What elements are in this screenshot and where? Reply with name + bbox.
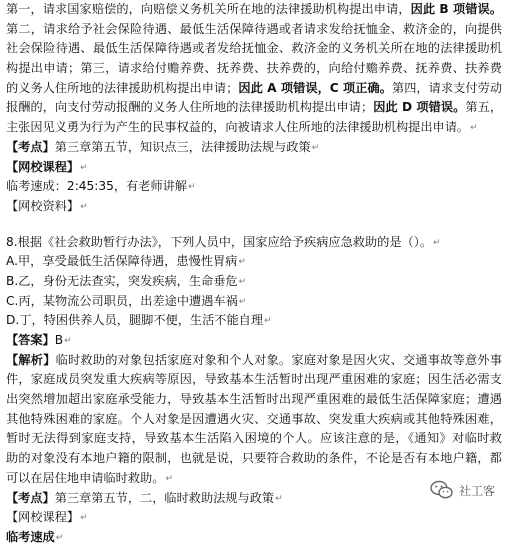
paragraph-mark-icon: ↵ — [470, 123, 478, 134]
text-line — [6, 272, 502, 292]
text-line — [6, 370, 502, 390]
text-line — [6, 252, 502, 272]
text-line — [6, 138, 502, 158]
text-run: 构提出申请；第三，请求给付赡养费、抚养费、扶养费的，向给付赡养费、抚养费、扶养费 — [6, 61, 502, 76]
text-run: 临考速成：2:45:35，有老师讲解 — [6, 179, 188, 194]
text-run: D.丁，特困供养人员，腿脚不便，生活不能自理 — [6, 313, 264, 328]
text-run: B.乙，身份无法查实，突发疾病，生命垂危 — [6, 273, 238, 288]
text-line — [6, 177, 502, 197]
paragraph-mark-icon: ↵ — [264, 316, 272, 327]
document-body — [6, 0, 502, 548]
text-run: 临时救助的对象包括家庭对象和个人对象。家庭对象是因火灾、交通事故等意外事 — [55, 352, 502, 367]
watermark-text: 社工客 — [458, 483, 495, 498]
paragraph-mark-icon: ↵ — [165, 473, 173, 484]
text-run: 出突然增加超出家庭承受能力，导致基本生活暂时出现严重困难的最低生活保障家庭；遭遇 — [6, 392, 502, 407]
text-line — [6, 410, 502, 430]
text-run: C.丙，某物流公司职员，出差途中遭遇车祸 — [6, 293, 238, 308]
text-line — [6, 292, 502, 312]
paragraph-mark-icon: ↵ — [238, 257, 246, 268]
bold-text-run: 【考点】 — [6, 490, 55, 505]
text-line — [6, 233, 502, 253]
text-run: 的义务人住所地的法律援助机构提出申请； — [6, 80, 239, 95]
text-line — [6, 351, 502, 371]
bold-text-run: 临考速成 — [6, 529, 55, 544]
text-line — [6, 158, 502, 178]
paragraph-mark-icon: ↵ — [275, 493, 283, 504]
text-run: 第一，请求国家赔偿的，向赔偿义务机关所在地的法律援助机构提出申请， — [6, 2, 411, 16]
text-run: 第三章第五节，二，临时救助法规与政策 — [54, 490, 275, 505]
text-run: 其他特殊困难的家庭。个人对象是因遭遇火灾、交通事故、突发重大疾病或其他特殊困难， — [6, 411, 502, 426]
paragraph-mark-icon: ↵ — [433, 237, 441, 248]
text-run: 【网校课程】 — [6, 510, 80, 525]
text-line — [6, 118, 502, 138]
text-run: 8.根据《社会救助暂行办法》，下列人员中，国家应给予疾病应急救助的是（）。 — [6, 234, 432, 249]
text-line — [6, 197, 502, 217]
text-line — [6, 528, 502, 548]
text-run: 件，家庭成员突发重大疾病等原因，导致基本生活暂时出现严重困难的家庭；因生活必需支 — [6, 372, 502, 387]
text-run: 主张因见义勇为行为产生的民事权益的，向被请求人住所地的法律援助机构提出申请。 — [6, 120, 470, 135]
bold-text-run: 因此 A 项错误，C 项正确。 — [238, 80, 392, 95]
text-run: B — [54, 333, 64, 347]
blank-line — [6, 217, 502, 233]
text-run: 第三章第五节，知识点三，法律援助法规与政策 — [54, 139, 311, 154]
text-run: 暂时无法得到家庭支持，导致基本生活陷入困境的个人。应该注意的是，《通知》对临时救 — [6, 431, 502, 446]
text-line — [6, 311, 502, 331]
text-run: 社会保险待遇、最低生活保障待遇或者发给抚恤金、救济金的义务机关所在地的法律援助机 — [6, 41, 502, 56]
text-line — [6, 390, 502, 410]
text-run: A.甲，享受最低生活保障待遇，患慢性胃病 — [6, 254, 238, 269]
text-run: 【网校资料】 — [6, 198, 80, 213]
bold-text-run: 【解析】 — [6, 352, 56, 367]
text-line — [6, 508, 502, 528]
text-run: 第五， — [465, 100, 502, 115]
text-line — [6, 39, 502, 59]
text-run: 助的对象没有本地户籍的限制，也就是说，只要符合救助的条件，不论是否有本地户籍，都 — [6, 451, 502, 466]
paragraph-mark-icon: ↵ — [238, 296, 247, 307]
bold-text-run: 【网校课程】 — [6, 159, 80, 174]
paragraph-mark-icon: ↵ — [64, 336, 72, 346]
watermark — [426, 478, 499, 502]
wechat-icon — [430, 480, 454, 500]
text-line — [6, 79, 502, 99]
text-line — [6, 331, 502, 351]
paragraph-mark-icon: ↵ — [80, 513, 88, 524]
bold-text-run: 【考点】 — [6, 139, 55, 154]
paragraph-mark-icon: ↵ — [311, 142, 320, 153]
text-line — [6, 449, 502, 469]
paragraph-mark-icon: ↵ — [238, 276, 247, 287]
text-line — [6, 0, 502, 20]
text-line — [6, 59, 502, 79]
text-line — [6, 98, 502, 118]
text-run: 可以在居住地申请临时救助。 — [6, 470, 165, 485]
text-run: 第二，请求给予社会保险待遇、最低生活保障待遇或者请求发给抚恤金、救济金的，向提供 — [6, 21, 502, 36]
paragraph-mark-icon: ↵ — [55, 532, 64, 543]
paragraph-mark-icon: ↵ — [80, 162, 88, 173]
text-line — [6, 20, 502, 40]
paragraph-mark-icon: ↵ — [80, 201, 88, 212]
bold-text-run: 因此 D 项错误。 — [373, 100, 466, 115]
text-line — [6, 429, 502, 449]
bold-text-run: 【答案】 — [6, 333, 55, 347]
text-run: 第四，请求支付劳动 — [391, 80, 502, 95]
bold-text-run: 因此 B 项错误。 — [410, 2, 502, 16]
paragraph-mark-icon: ↵ — [188, 182, 196, 193]
text-run: 报酬的，向支付劳动报酬的义务人住所地的法律援助机构提出申请； — [6, 100, 374, 115]
